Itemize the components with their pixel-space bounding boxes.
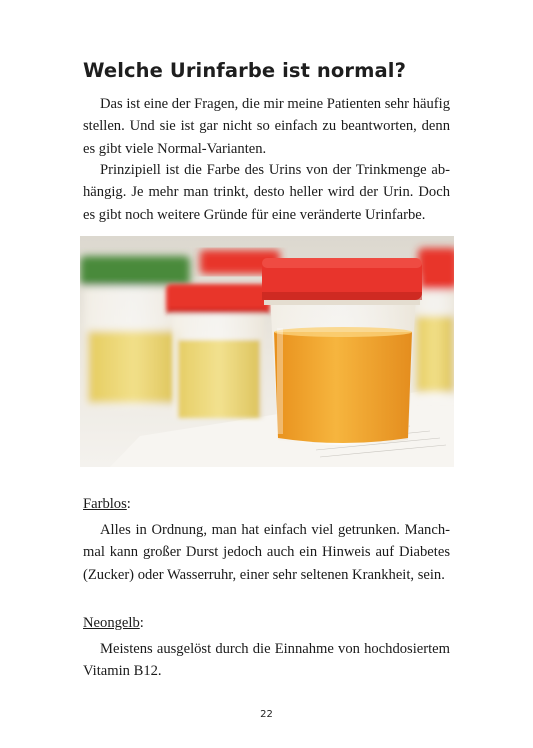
section-text-neongelb: Meistens ausgelöst durch die Einnahme von hochdosiertem Vitamin B12. [83, 641, 450, 680]
urine-samples-photo [80, 236, 454, 467]
intro-paragraph-1: Das ist eine der Fragen, die mir meine Patienten sehr häufig stellen. Und sie ist gar nicht so einfach zu beantworten, denn es gibt viele Normal-Varianten. [83, 96, 450, 157]
intro-paragraph-2: Prinzipiell ist die Farbe des Urins von der Trinkmenge abhängig. Je mehr man trinkt, desto heller wird der Urin. Doch es gibt noch weitere Gründe für eine veränderte Urinfarbe. [83, 162, 450, 223]
section-heading-farblos: Farblos: [83, 496, 131, 512]
section-heading-neongelb: Neongelb: [83, 615, 144, 631]
page-title: Welche Urinfarbe ist normal? [83, 59, 406, 82]
section-text-farblos: Alles in Ordnung, man hat einfach viel getrunken. Manchmal kann großer Durst jedoch auch ein Hinweis auf Diabetes (Zucker) oder Wasserruhr, einer sehr seltenen Krankheit, sein. [83, 522, 450, 583]
page-number: 22 [260, 709, 273, 720]
